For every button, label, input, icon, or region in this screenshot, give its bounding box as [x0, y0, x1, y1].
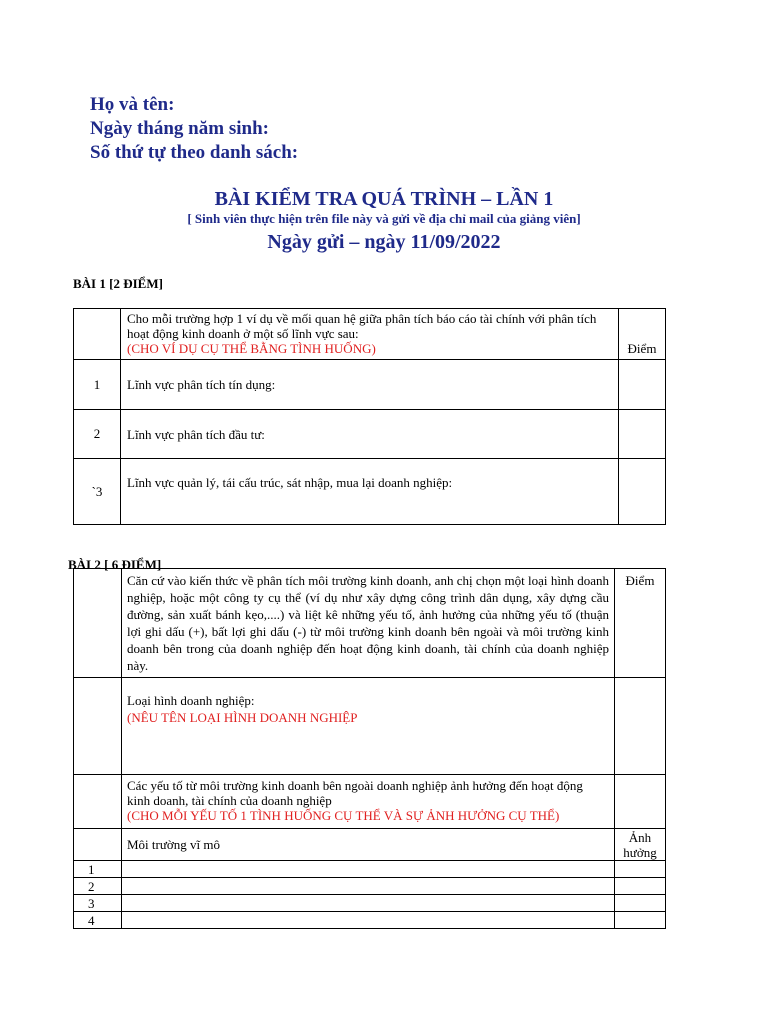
bai1-table	[73, 308, 666, 525]
bai2-table	[73, 568, 666, 929]
bai2-type-red: (NÊU TÊN LOẠI HÌNH DOANH NGHIỆP	[127, 710, 358, 725]
bai1-row-text: Lĩnh vực phân tích đầu tư:	[121, 410, 619, 459]
bai1-question-red: (CHO VÍ DỤ CỤ THỂ BẰNG TÌNH HUỐNG)	[127, 341, 376, 356]
bai2-header-num-cell	[74, 569, 122, 678]
bai1-heading: BÀI 1 [2 ĐIỂM]	[73, 276, 163, 291]
bai2-row-cell[interactable]	[122, 861, 615, 878]
bai2-question: Căn cứ vào kiến thức về phân tích môi trường kinh doanh, anh chị chọn một loại hình doanh nghiệp, hoặc một công ty cụ thể (ví dụ như xây dựng công trình dân dụng, xây dựng cầu đường, sản xuất bánh kẹo,....) và liệt kê những yếu tố, ảnh hưởng của những yếu tố (thuận lợi ghi dấu (+), bất lợi ghi dấu (-) từ môi trường kinh doanh bên ngoài và môi trường kinh doanh bên trong của doanh nghiệp đến hoạt động kinh doanh, tài chính của doanh nghiệp này.	[122, 569, 615, 678]
bai1-row-text: Lĩnh vực phân tích tín dụng:	[121, 360, 619, 410]
table-row	[74, 912, 666, 929]
table-row	[74, 895, 666, 912]
dob-label: Ngày tháng năm sinh:	[90, 118, 269, 139]
bai2-macro-num-cell	[74, 829, 122, 861]
bai2-header-row	[74, 569, 666, 678]
bai2-type-cell	[122, 678, 615, 775]
bai1-row-text: Lĩnh vực quản lý, tái cấu trúc, sát nhập, mua lại doanh nghiệp:	[121, 459, 619, 525]
bai2-impact-cell[interactable]	[615, 878, 666, 895]
bai1-row-num: `3	[74, 459, 121, 525]
bai1-score-cell[interactable]	[619, 459, 666, 525]
bai2-row-num: 2	[74, 878, 122, 895]
bai2-row-cell[interactable]	[122, 878, 615, 895]
bai2-heading: BÀI 2 [ 6 ĐIỂM]	[68, 557, 162, 572]
order-label: Số thứ tự theo danh sách:	[90, 142, 299, 163]
table-row	[74, 410, 666, 459]
exam-date: Ngày gửi – ngày 11/09/2022	[267, 231, 501, 253]
bai2-impact-cell[interactable]	[615, 912, 666, 929]
bai1-question: Cho mỗi trường hợp 1 ví dụ về mối quan hệ giữa phân tích báo cáo tài chính với phân tích hoạt động kinh doanh ở một số lĩnh vực sau:	[127, 311, 597, 341]
bai2-macro-label: Môi trường vĩ mô	[122, 829, 615, 861]
bai2-row-cell[interactable]	[122, 912, 615, 929]
exam-note: [ Sinh viên thực hiện trên file này và gửi về địa chỉ mail của giảng viên]	[187, 211, 581, 226]
bai1-score-cell[interactable]	[619, 410, 666, 459]
table-row	[74, 459, 666, 525]
bai2-factors-score-cell[interactable]	[615, 775, 666, 829]
bai2-type-label: Loại hình doanh nghiệp:	[127, 693, 255, 708]
bai1-header-num-cell	[74, 309, 121, 360]
bai2-row-num: 1	[74, 861, 122, 878]
name-label: Họ và tên:	[90, 94, 175, 115]
bai2-factors-text: Các yếu tố từ môi trường kinh doanh bên ngoài doanh nghiệp ảnh hưởng đến hoạt động kinh doanh, tài chính của doanh nghiệp	[127, 778, 583, 808]
bai2-factors-cell	[122, 775, 615, 829]
bai2-row-num: 3	[74, 895, 122, 912]
bai1-score-cell[interactable]	[619, 360, 666, 410]
bai2-type-num-cell	[74, 678, 122, 775]
bai2-factors-num-cell	[74, 775, 122, 829]
bai2-row-cell[interactable]	[122, 895, 615, 912]
student-info	[90, 93, 298, 165]
table-row	[74, 861, 666, 878]
bai2-type-score-cell[interactable]	[615, 678, 666, 775]
bai2-factors-red: (CHO MỖI YẾU TỐ 1 TÌNH HUỐNG CỤ THỂ VÀ SỰ ẢNH HƯỞNG CỤ THỂ)	[127, 808, 560, 823]
bai2-impact-cell[interactable]	[615, 895, 666, 912]
bai1-row-num: 2	[74, 410, 121, 459]
bai1-question-cell	[121, 309, 619, 360]
bai2-score-header: Điểm	[615, 569, 666, 678]
bai2-type-row	[74, 678, 666, 775]
bai1-score-header: Điểm	[619, 309, 666, 360]
bai2-impact-header: Ảnh hưởng	[615, 829, 666, 861]
bai2-macro-row	[74, 829, 666, 861]
bai2-impact-cell[interactable]	[615, 861, 666, 878]
exam-title: BÀI KIỂM TRA QUÁ TRÌNH – LẦN 1	[214, 188, 554, 210]
table-row	[74, 360, 666, 410]
table-row	[74, 878, 666, 895]
bai2-factors-row	[74, 775, 666, 829]
bai1-header-row	[74, 309, 666, 360]
bai2-row-num: 4	[74, 912, 122, 929]
bai1-row-num: 1	[74, 360, 121, 410]
